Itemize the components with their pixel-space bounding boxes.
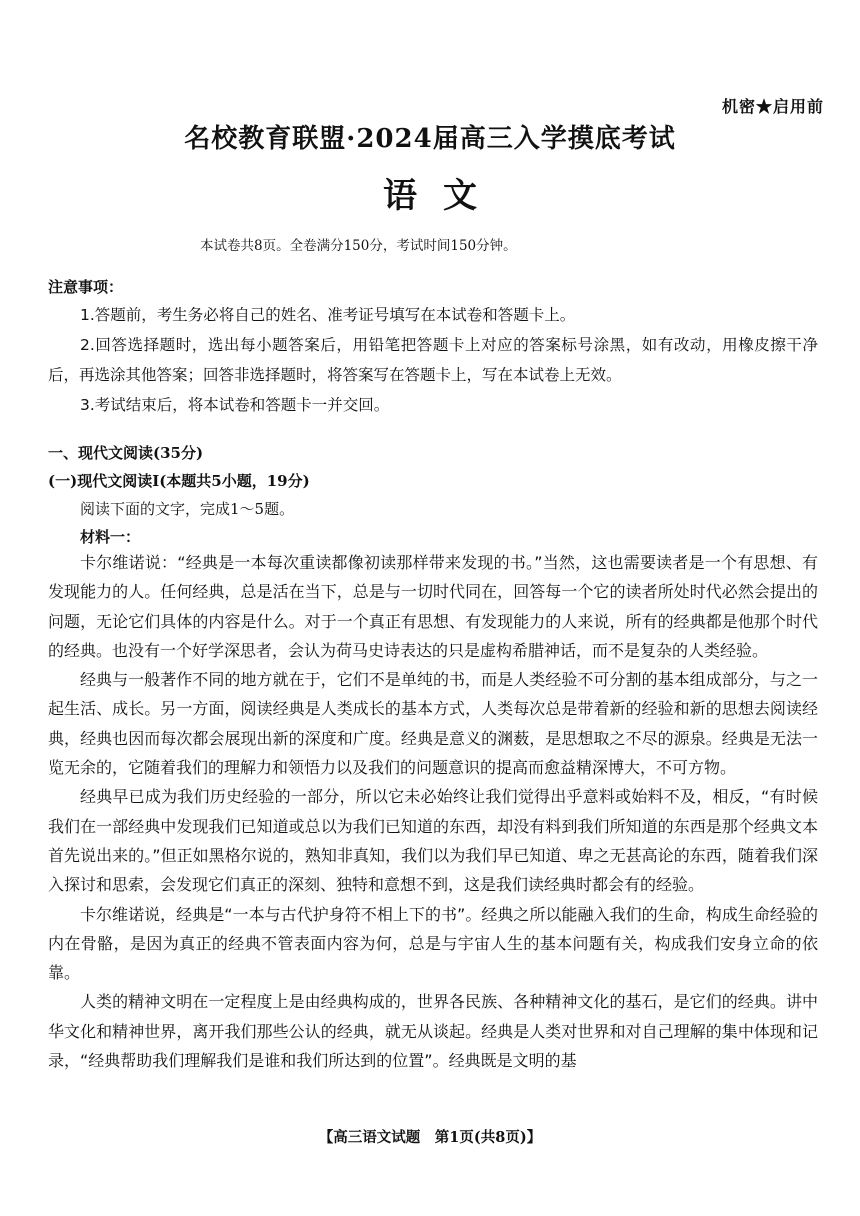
material-label: 材料一： xyxy=(80,528,141,546)
exam-info: 本试卷共8页。全卷满分150分，考试时间150分钟。 xyxy=(200,238,517,254)
notice-item: 3.考试结束后，将本试卷和答题卡一并交回。 xyxy=(80,396,390,414)
notice-heading: 注意事项： xyxy=(48,278,124,296)
reading-instruction: 阅读下面的文字，完成1～5题。 xyxy=(80,500,295,518)
section-subtitle: (一)现代文阅读Ⅰ(本题共5小题，19分) xyxy=(48,472,310,490)
section-title: 一、现代文阅读(35分) xyxy=(48,444,204,462)
secret-mark: 机密★启用前 xyxy=(721,97,824,116)
notice-list xyxy=(48,300,818,420)
passage-paragraph: 人类的精神文明在一定程度上是由经典构成的，世界各民族、各种精神文化的基石，是它们的经典。讲中华文化和精神世界，离开我们那些公认的经典，就无从谈起。经典是人类对世界和对自己理解的集中体现和记录，“经典帮助我们理解我们是谁和我们所达到的位置”。经典既是文明的基 xyxy=(48,992,818,1071)
passage-paragraph: 经典早已成为我们历史经验的一部分，所以它未必始终让我们觉得出乎意料或始料不及，相反，“有时候我们在一部经典中发现我们已知道或总以为我们已知道的东西，却没有料到我们所知道的东西是那个经典文本首先说出来的。”但正如黑格尔说的，熟知非真知，我们以为我们早已知道、卑之无甚高论的东西，随着我们深入探讨和思索，会发现它们真正的深刻、独特和意想不到，这是我们读经典时都会有的经验。 xyxy=(48,787,818,895)
notice-item: 2.回答选择题时，选出每小题答案后，用铅笔把答题卡上对应的答案标号涂黑，如有改动，用橡皮擦干净后，再选涂其他答案；回答非选择题时，将答案写在答题卡上，写在本试卷上无效。 xyxy=(48,336,818,384)
passage-paragraph: 卡尔维诺说：“经典是一本每次重读都像初读那样带来发现的书。”当然，这也需要读者是一个有思想、有发现能力的人。任何经典，总是活在当下，总是与一切时代同在，回答每一个它的读者所处时代必然会提出的问题，无论它们具体的内容是什么。对于一个真正有思想、有发现能力的人来说，所有的经典都是他那个时代的经典。也没有一个好学深思者，会认为荷马史诗表达的只是虚构希腊神话，而不是复杂的人类经验。 xyxy=(48,553,818,660)
notice-item: 1.答题前，考生务必将自己的姓名、准考证号填写在本试卷和答题卡上。 xyxy=(80,306,576,324)
subject-title: 语文 xyxy=(383,176,503,216)
page-footer: 【高三语文试题 第1页(共8页)】 xyxy=(318,1129,542,1146)
reading-passage xyxy=(48,548,818,1075)
passage-paragraph: 卡尔维诺说，经典是“一本与古代护身符不相上下的书”。经典之所以能融入我们的生命，构成生命经验的内在骨骼，是因为真正的经典不管表面内容为何，总是与宇宙人生的基本问题有关，构成我们安身立命的依靠。 xyxy=(48,904,818,983)
passage-paragraph: 经典与一般著作不同的地方就在于，它们不是单纯的书，而是人类经验不可分割的基本组成部分，与之一起生活、成长。另一方面，阅读经典是人类成长的基本方式，人类每次总是带着新的经验和新的思想去阅读经典，经典也因而每次都会展现出新的深度和广度。经典是意义的渊薮，是思想取之不尽的源泉。经典是无法一览无余的，它随着我们的理解力和领悟力以及我们的问题意识的提高而愈益精深博大，不可方物。 xyxy=(48,670,818,778)
exam-title: 名校教育联盟·2024届高三入学摸底考试 xyxy=(184,124,676,154)
